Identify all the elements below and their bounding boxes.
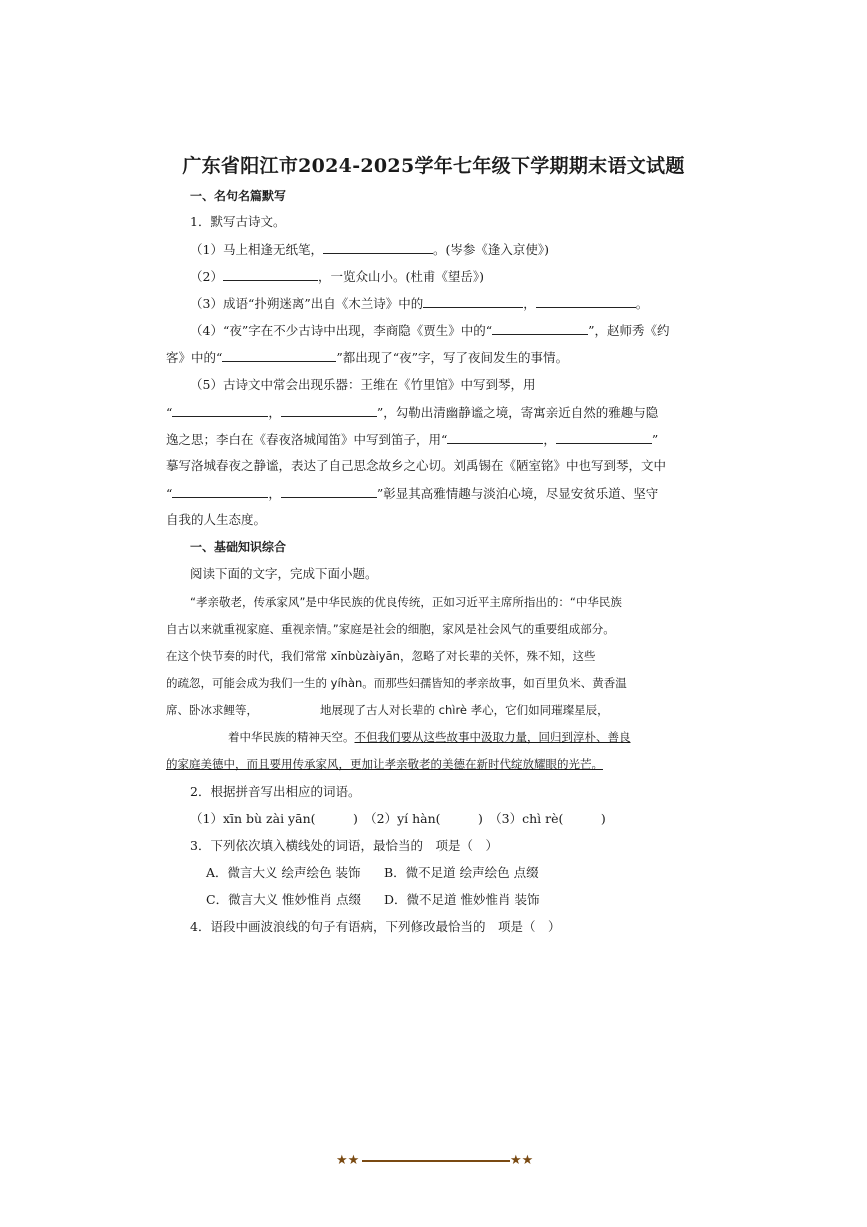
page-title: 广东省阳江市2024-2025学年七年级下学期期末语文试题 [182,155,685,177]
q1-item-5-quote-close: ” [651,432,659,447]
q1-item-2-text-b: ，一览众山小。(杜甫《望岳》) [317,269,484,284]
q1-item-4-line-2 [166,348,568,367]
passage-line-4: 的疏忽，可能会成为我们一生的 yíhàn。而那些妇孺皆知的孝亲故事，如百里负米、黄香温 [166,676,627,690]
q1-item-5-quote-open-2: “ [166,486,173,501]
q1-item-5-line-1: （5）古诗文中常会出现乐器：王维在《竹里馆》中写到琴，用 [190,377,536,392]
q1-item-5-line-4: 摹写洛城春夜之静谧，表达了自己思念故乡之心切。刘禹锡在《陋室铭》中也写到琴，文中 [166,458,667,473]
q1-item-5-text-d: ”，勾勒出清幽静谧之境，寄寓亲近自然的雅趣与隐 [376,405,659,420]
q1-item-4-line-1 [190,321,670,340]
q1-item-5-line-6: 自我的人生态度。 [166,512,267,527]
q1-item-5-line-3 [166,430,658,449]
q1-item-5-line-5 [166,484,658,503]
answer-blank[interactable] [281,484,377,498]
passage-line-6-a: 着中华民族的精神天空。 [228,730,355,744]
q1-item-5-comma-2: ， [543,432,556,447]
q1-item-5-line-2 [166,403,658,422]
q1-item-5-comma-3: ， [268,486,281,501]
q1-item-5-comma: ， [268,405,281,420]
answer-blank[interactable] [556,430,652,444]
answer-blank[interactable] [223,267,318,281]
q1-item-5-text-k: ”彰显其高雅情趣与淡泊心境，尽显安贫乐道、坚守 [376,486,659,501]
question-3: 3．下列依次填入横线处的词语，最恰当的 项是（ ） [190,838,498,853]
answer-blank[interactable] [447,430,543,444]
q1-item-3-text-c: 。 [635,296,649,311]
q1-item-2-text-a: （2） [190,269,223,284]
answer-blank[interactable] [281,403,377,417]
wavy-underlined-sentence: 不但我们要从这些故事中汲取力量，回归到淳朴、善良 [354,730,631,744]
answer-blank[interactable] [172,484,268,498]
section-heading-basics: 一、基础知识综合 [190,540,287,554]
q1-item-1 [190,240,549,259]
passage-line-6 [228,728,631,746]
question-4: 4．语段中画波浪线的句子有语病，下列修改最恰当的 项是（ ） [190,919,561,934]
section-heading-dictation: 一、名句名篇默写 [190,189,287,203]
q3-option-d[interactable]: D．微不足道 惟妙惟肖 装饰 [384,892,540,907]
question-2-items: （1）xīn bù zài yān( ) （2）yí hàn( ) （3）chì rè( ) [190,811,606,826]
star-icon: ★★ [510,1153,534,1168]
q1-item-3-text-a: （3）成语“扑朔迷离”出自《木兰诗》中的 [190,296,424,311]
passage-line-1: “孝亲敬老，传承家风”是中华民族的优良传统，正如习近平主席所指出的：“中华民族 [190,595,622,609]
answer-blank[interactable] [323,240,433,254]
passage-line-5 [166,701,609,719]
q1-item-4-text-c: 客》中的“ [166,350,223,365]
q3-option-c[interactable]: C．微言大义 惟妙惟肖 点缀 [206,892,362,907]
answer-blank[interactable] [172,403,268,417]
reading-intro: 阅读下面的文字，完成下面小题。 [190,566,378,581]
passage-line-2: 自古以来就重视家庭、重视亲情。”家庭是社会的细胞，家风是社会风气的重要组成部分。 [166,622,615,636]
q1-item-1-text-a: （1）马上相逢无纸笔， [190,242,323,257]
answer-blank[interactable] [536,294,636,308]
answer-blank[interactable] [222,348,336,362]
answer-blank[interactable] [492,321,588,335]
passage-line-3: 在这个快节奏的时代，我们常常 xīnbùzàiyān，忽略了对长辈的关怀，殊不知，这些 [166,649,596,663]
q1-item-4-text-d: ”都出现了“夜”字，写了夜间发生的事情。 [336,350,569,365]
q1-item-3-text-b: ， [523,296,536,311]
footer-ornament [336,1152,536,1170]
passage-line-5-b: 地展现了古人对长辈的 chìrè 孝心，它们如同璀璨星辰， [320,703,609,717]
q3-option-a[interactable]: A．微言大义 绘声绘色 装饰 [206,865,361,880]
footer-divider [362,1160,510,1162]
q1-item-2 [190,267,484,286]
q3-option-b[interactable]: B．微不足道 绘声绘色 点缀 [384,865,539,880]
q1-item-5-quote-open: “ [166,405,173,420]
q1-item-4-text-b: ”，赵师秀《约 [588,323,670,338]
passage-line-5-a: 席、卧冰求鲤等， [166,703,258,717]
passage-line-7: 的家庭美德中，而且要用传承家风，更加让孝亲敬老的美德在新时代绽放耀眼的光芒。 [166,757,603,771]
answer-blank[interactable] [423,294,523,308]
question-2: 2．根据拼音写出相应的词语。 [190,784,361,799]
q1-item-4-text-a: （4）“夜”字在不少古诗中出现，李商隐《贾生》中的“ [190,323,493,338]
q1-item-3 [190,294,648,313]
q1-item-5-text-e: 逸之思；李白在《春夜洛城闻笛》中写到笛子，用“ [166,432,448,447]
star-icon: ★★ [336,1153,360,1168]
question-1: 1．默写古诗文。 [190,214,286,229]
q1-item-1-text-b: 。(岑参《逢入京使》) [432,242,549,257]
